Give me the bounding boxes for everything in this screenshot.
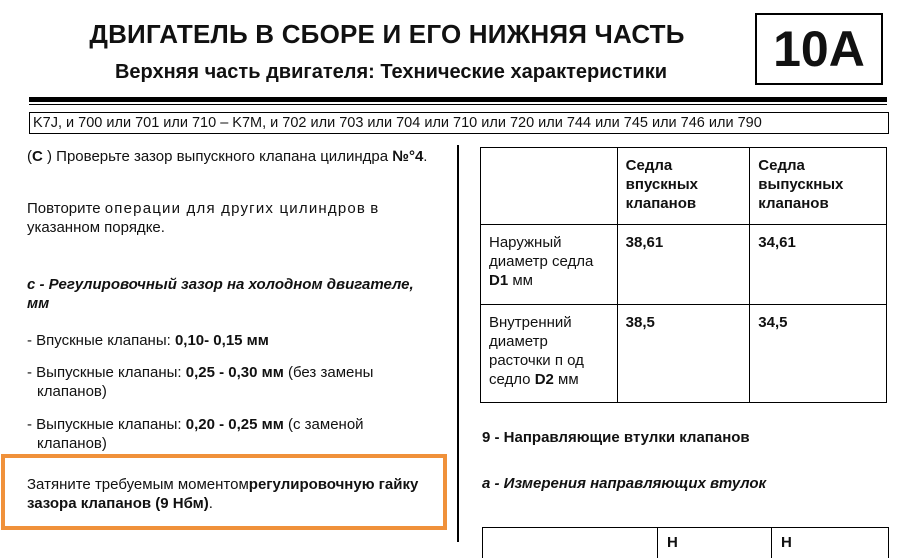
paren-open: ( <box>27 148 32 165</box>
table-header-row <box>481 148 887 225</box>
tighten-start: Затяните требуемым моментом <box>27 476 249 493</box>
check-clearance-text: ) Проверьте зазор выпускного клапана цилиндра <box>42 148 393 165</box>
repeat-end: в указанном порядке. <box>27 200 379 236</box>
list-item <box>27 363 435 401</box>
table-cell: 34,5 <box>750 305 887 403</box>
engine-models-line: K7J, и 700 или 701 или 710 – K7M, и 702 или 703 или 704 или 710 или 720 или 744 или 745 или 746 или 790 <box>29 112 889 134</box>
period: . <box>423 148 428 165</box>
column-divider <box>457 145 459 542</box>
item-value: 0,10- 0,15 мм <box>174 332 269 349</box>
table-cell: 38,5 <box>617 305 750 403</box>
guides-measure-heading: a - Измерения направляющих втулок <box>482 475 767 492</box>
item-value: 0,25 - 0,30 мм <box>185 364 284 381</box>
guides-heading: 9 - Направляющие втулки клапанов <box>482 429 750 446</box>
table-header-cell: Седла впускных клапанов <box>617 148 750 225</box>
item-label: - Выпускные клапаны: <box>27 416 186 433</box>
cylinder-number: №°4 <box>392 148 424 165</box>
item-note: (с заменой клапанов) <box>37 416 364 452</box>
list-item <box>27 415 435 453</box>
tighten-bold: регулировочную гайку зазора клапанов (9 Нбм) <box>27 476 419 512</box>
header-rule-thin <box>29 104 887 105</box>
tighten-instruction <box>27 475 439 513</box>
table-cell-label: Внутренний диаметр расточки п од седло D2 мм <box>481 305 618 403</box>
table-row <box>481 225 887 305</box>
valve-seat-table <box>480 147 887 403</box>
step-marker: C <box>32 148 43 165</box>
item-value: 0,20 - 0,25 мм <box>185 416 284 433</box>
repeat-paragraph <box>27 199 435 237</box>
guide-table <box>482 527 889 558</box>
section-code-badge: 10A <box>755 13 883 85</box>
clearance-heading: c - Регулировочный зазор на холодном двигателе, мм <box>27 276 414 312</box>
table-header-cell: Седла выпускных клапанов <box>750 148 887 225</box>
table-divider <box>771 528 772 558</box>
table-cell-label: Наружный диаметр седла D1 мм <box>481 225 618 305</box>
header-rule-thick <box>29 97 887 102</box>
item-note: (без замены клапанов) <box>37 364 374 400</box>
check-clearance-paragraph <box>27 147 427 166</box>
item-label: - Выпускные клапаны: <box>27 364 186 381</box>
list-item <box>27 331 269 350</box>
tighten-end: . <box>208 495 213 512</box>
page-title: ДВИГАТЕЛЬ В СБОРЕ И ЕГО НИЖНЯЯ ЧАСТЬ <box>89 19 685 49</box>
table-header-cell: Н <box>667 534 678 551</box>
page-subtitle: Верхняя часть двигателя: Технические характеристики <box>114 61 668 83</box>
table-header-cell: Н <box>781 534 792 551</box>
repeat-start: Повторите <box>27 200 105 217</box>
table-header-cell <box>481 148 618 225</box>
table-divider <box>657 528 658 558</box>
item-label: - Впускные клапаны: <box>27 332 175 349</box>
table-row <box>481 305 887 403</box>
table-cell: 34,61 <box>750 225 887 305</box>
table-cell: 38,61 <box>617 225 750 305</box>
repeat-spaced-text: операции для других цилиндров <box>104 200 367 217</box>
